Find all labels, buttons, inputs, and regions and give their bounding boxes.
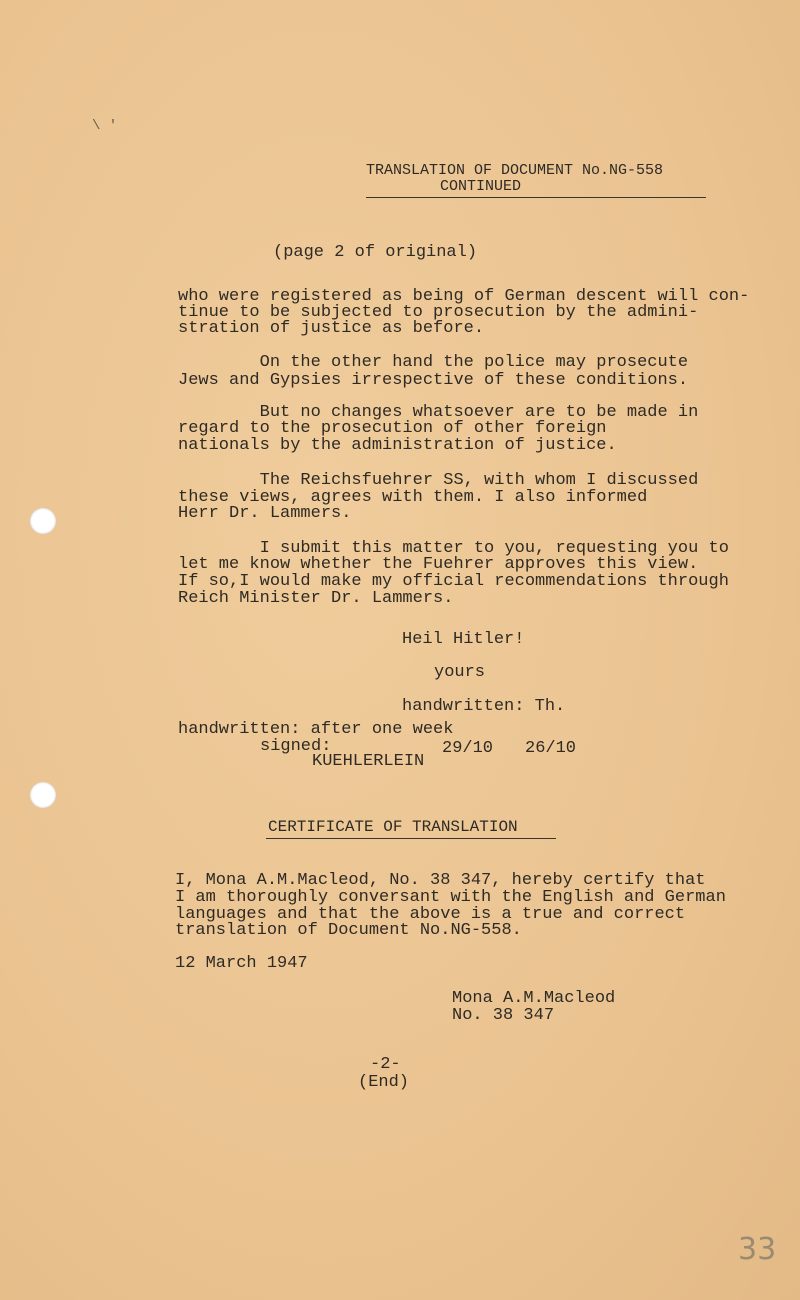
certificate-line: I, Mona A.M.Macleod, No. 38 347, hereby certify that xyxy=(175,871,706,890)
closing-yours: yours xyxy=(434,663,486,682)
closing-salute: Heil Hitler! xyxy=(402,630,525,649)
body-line: these views, agrees with them. I also informed xyxy=(178,488,648,507)
body-line: who were registered as being of German descent will con- xyxy=(178,287,750,306)
body-line: But no changes whatsoever are to be made in xyxy=(178,403,699,422)
header-underline xyxy=(366,197,706,198)
certificate-line: languages and that the above is a true and correct xyxy=(175,905,686,924)
signed-label: signed: xyxy=(260,737,332,756)
punch-hole-bottom xyxy=(30,782,56,808)
certificate-line: I am thoroughly conversant with the English and German xyxy=(175,888,726,907)
page-number: -2- xyxy=(370,1055,401,1074)
certificate-date: 12 March 1947 xyxy=(175,954,308,973)
body-line: If so,I would make my official recommendations through xyxy=(178,572,729,591)
body-line: Herr Dr. Lammers. xyxy=(178,504,352,523)
body-line: nationals by the administration of justice. xyxy=(178,436,617,455)
header-title: TRANSLATION OF DOCUMENT No.NG-558 xyxy=(366,162,664,179)
certificate-underline xyxy=(266,838,556,839)
body-line: I submit this matter to you, requesting you to xyxy=(178,539,729,558)
body-line: Reich Minister Dr. Lammers. xyxy=(178,589,454,608)
translator-name: Mona A.M.Macleod xyxy=(452,989,616,1008)
body-line: Jews and Gypsies irrespective of these conditions. xyxy=(178,371,689,390)
signatory-name: KUEHLERLEIN xyxy=(312,752,425,771)
handwritten-initials: handwritten: Th. xyxy=(402,697,566,716)
body-line: The Reichsfuehrer SS, with whom I discussed xyxy=(178,471,699,490)
page-note: (page 2 of original) xyxy=(273,243,478,262)
date-one: 29/10 xyxy=(442,739,494,758)
header-continued: CONTINUED xyxy=(440,178,522,195)
handwritten-note: handwritten: after one week xyxy=(178,720,454,739)
body-line: let me know whether the Fuehrer approves this view. xyxy=(178,555,699,574)
body-line: regard to the prosecution of other foreign xyxy=(178,419,607,438)
certificate-title: CERTIFICATE OF TRANSLATION xyxy=(268,818,518,836)
certificate-line: translation of Document No.NG-558. xyxy=(175,921,522,940)
end-marker: (End) xyxy=(358,1073,410,1092)
margin-page-mark: 33 xyxy=(738,1232,777,1267)
body-line: On the other hand the police may prosecute xyxy=(178,353,689,372)
punch-hole-top xyxy=(30,508,56,534)
translator-number: No. 38 347 xyxy=(452,1006,555,1025)
margin-tick: \ ' xyxy=(92,118,118,134)
body-line: stration of justice as before. xyxy=(178,319,485,338)
body-line: tinue to be subjected to prosecution by the admini- xyxy=(178,303,699,322)
date-two: 26/10 xyxy=(525,739,577,758)
